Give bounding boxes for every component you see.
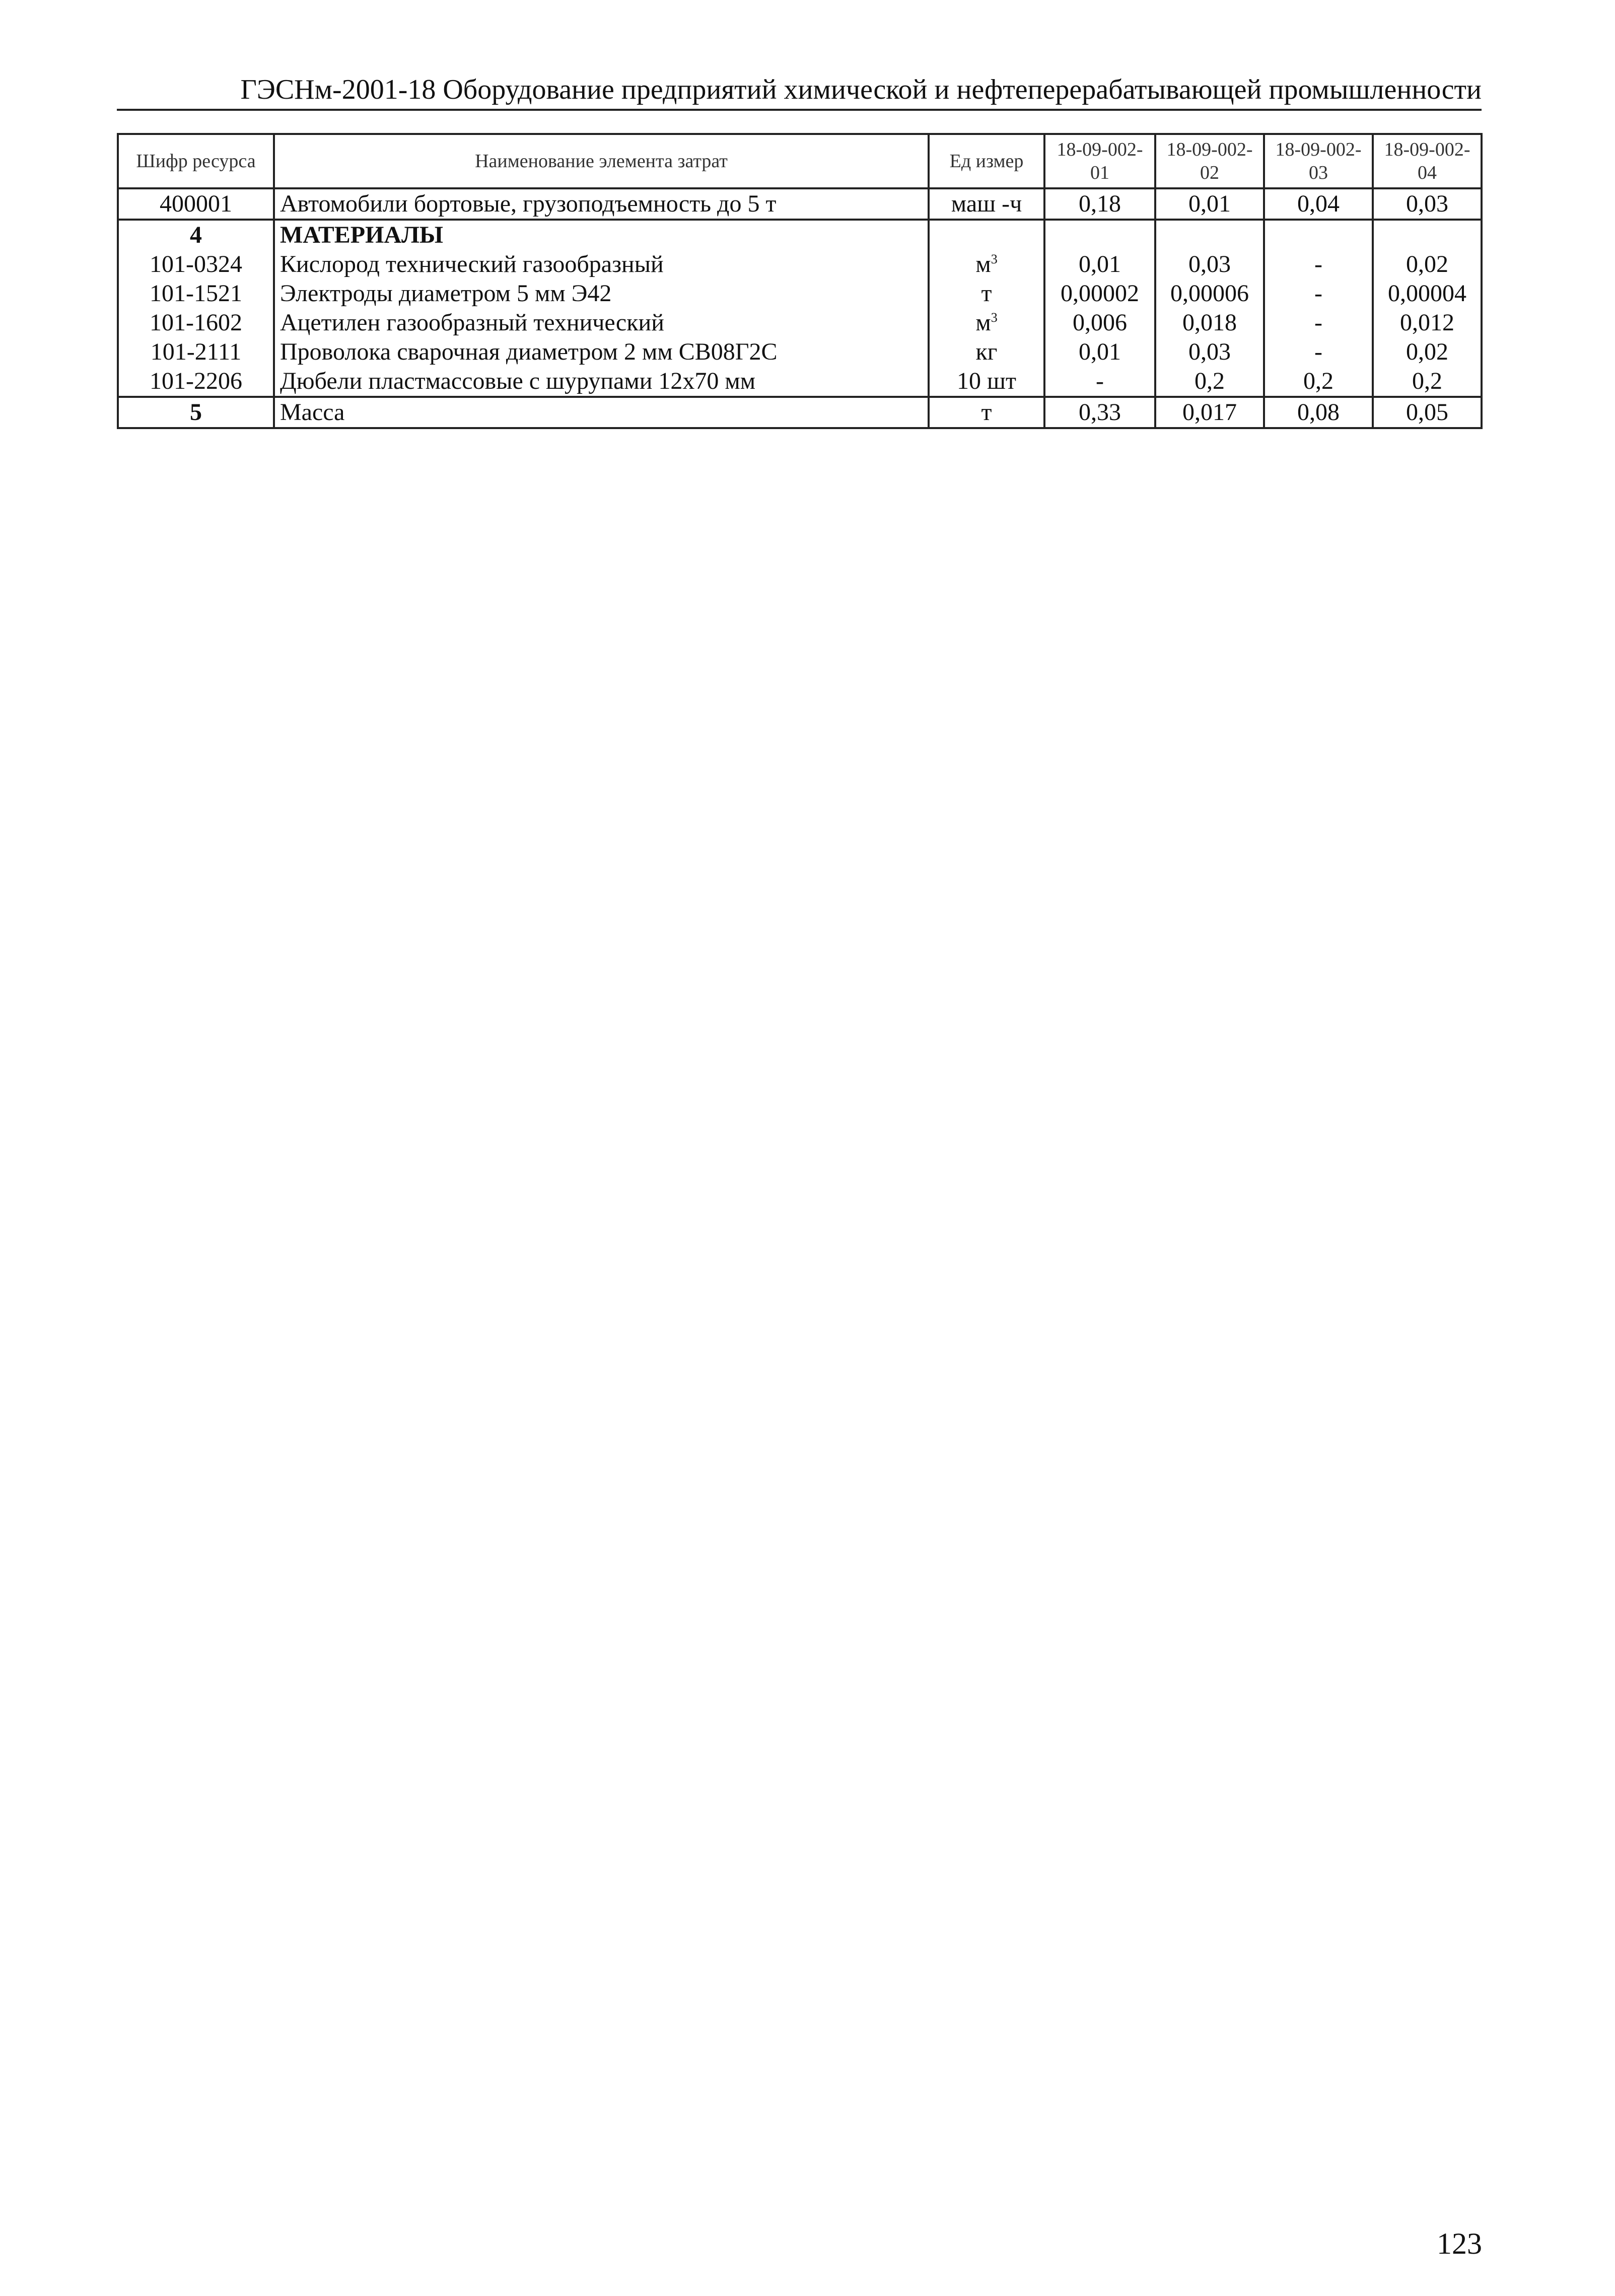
cell-code: 101-2206 [118, 367, 274, 397]
col-header-18-09-002-01: 18-09-002-01 [1044, 134, 1155, 188]
table-header-row [118, 134, 1482, 188]
col-header-unit: Ед измер [929, 134, 1044, 188]
cell-value-1: - [1044, 367, 1155, 397]
col-header-18-09-002-03: 18-09-002-03 [1264, 134, 1373, 188]
cell-name: Ацетилен газообразный технический [274, 308, 929, 337]
unit-text: кг [975, 338, 998, 365]
section-title: МАТЕРИАЛЫ [274, 220, 929, 250]
cell-value-3: 0,04 [1264, 188, 1373, 220]
unit-text: м [975, 309, 991, 336]
page-header [117, 71, 1482, 111]
cell-value-1: 0,33 [1044, 397, 1155, 428]
cell-name: Проволока сварочная диаметром 2 мм СВ08Г2С [274, 337, 929, 367]
table-row-material [118, 337, 1482, 367]
cell-value-3: - [1264, 279, 1373, 308]
document-title: ГЭСНм-2001-18 Оборудование предприятий химической и нефтеперерабатывающей промышленности [240, 74, 1482, 105]
cell-name: Кислород технический газообразный [274, 250, 929, 279]
cell-unit [929, 308, 1044, 337]
cell-name: Дюбели пластмассовые с шурупами 12х70 мм [274, 367, 929, 397]
col-header-18-09-002-04: 18-09-002-04 [1373, 134, 1482, 188]
cell-value-4: 0,05 [1373, 397, 1482, 428]
table-row-mass [118, 397, 1482, 428]
cell-code: 101-0324 [118, 250, 274, 279]
cell-unit [929, 279, 1044, 308]
unit-superscript: 3 [991, 310, 998, 325]
unit-text: м [975, 251, 991, 277]
cell-value-2: 0,00006 [1155, 279, 1264, 308]
cell-value-2: 0,03 [1155, 337, 1264, 367]
cell-unit [929, 337, 1044, 367]
col-header-code: Шифр ресурса [118, 134, 274, 188]
cell-value-4: 0,02 [1373, 250, 1482, 279]
cell-value-2: 0,2 [1155, 367, 1264, 397]
table-row-machine [118, 188, 1482, 220]
cell-value-3: - [1264, 337, 1373, 367]
cell-unit: т [929, 397, 1044, 428]
section-code: 4 [118, 220, 274, 250]
cell-name: Автомобили бортовые, грузоподъемность до 5 т [274, 188, 929, 220]
unit-text: 10 шт [957, 368, 1016, 394]
unit-text: т [981, 280, 992, 307]
cell-value-2: 0,017 [1155, 397, 1264, 428]
cell-value-4: 0,02 [1373, 337, 1482, 367]
cell-code: 5 [118, 397, 274, 428]
cell-value-2: 0,01 [1155, 188, 1264, 220]
page-number: 123 [1437, 2227, 1482, 2260]
cell-value-1: 0,01 [1044, 337, 1155, 367]
table-row-material [118, 308, 1482, 337]
col-header-18-09-002-02: 18-09-002-02 [1155, 134, 1264, 188]
cell-code: 101-1602 [118, 308, 274, 337]
table-row-material [118, 250, 1482, 279]
resource-norm-table [117, 133, 1483, 429]
cell-value-3: 0,2 [1264, 367, 1373, 397]
table-row-material [118, 367, 1482, 397]
cell-name: Масса [274, 397, 929, 428]
unit-superscript: 3 [991, 252, 998, 266]
cell-value-4: 0,2 [1373, 367, 1482, 397]
cell-code: 101-2111 [118, 337, 274, 367]
cell-unit: маш -ч [929, 188, 1044, 220]
cell-value-4: 0,03 [1373, 188, 1482, 220]
cell-value-3: - [1264, 250, 1373, 279]
cell-value-1: 0,00002 [1044, 279, 1155, 308]
cell-value-1: 0,01 [1044, 250, 1155, 279]
cell-value-2: 0,018 [1155, 308, 1264, 337]
cell-name: Электроды диаметром 5 мм Э42 [274, 279, 929, 308]
table-row-material [118, 279, 1482, 308]
cell-value-4: 0,00004 [1373, 279, 1482, 308]
cell-value-1: 0,006 [1044, 308, 1155, 337]
cell-value-3: - [1264, 308, 1373, 337]
cell-value-3: 0,08 [1264, 397, 1373, 428]
cell-unit [929, 250, 1044, 279]
cell-unit [929, 367, 1044, 397]
cell-code: 400001 [118, 188, 274, 220]
cell-value-1: 0,18 [1044, 188, 1155, 220]
cell-value-4: 0,012 [1373, 308, 1482, 337]
cell-value-2: 0,03 [1155, 250, 1264, 279]
col-header-name: Наименование элемента затрат [274, 134, 929, 188]
cell-code: 101-1521 [118, 279, 274, 308]
section-row-materials [118, 220, 1482, 250]
